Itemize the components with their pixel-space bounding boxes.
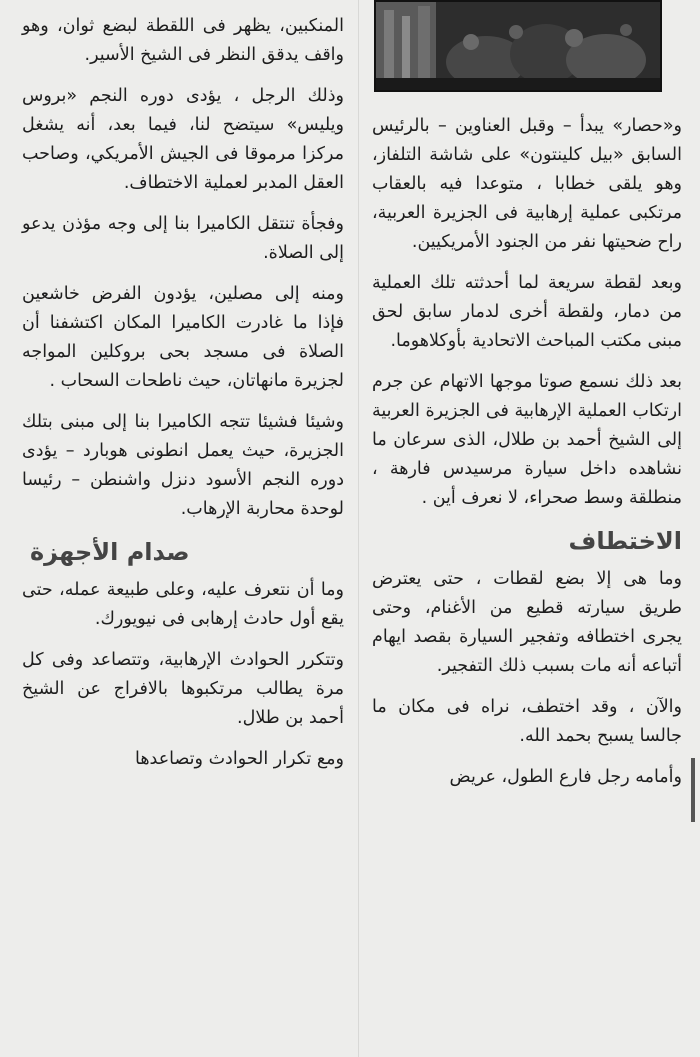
right-paragraph-4: وما هى إلا بضع لقطات ، حتى يعترض طريق سيارته قطيع من الأغنام، وحتى يجرى اختطافه وتفجير السيارة بقصد ايهام أتباعه أنه مات بسبب ذلك التفجير. (372, 569, 682, 676)
left-column (22, 12, 344, 786)
film-still-photo (374, 0, 662, 92)
left-paragraph-8: ومع تكرار الحوادث وتصاعدها (134, 749, 344, 769)
column-divider (358, 0, 359, 1057)
section-heading-kidnapping: الاختطاف (568, 527, 682, 555)
margin-marker-bar (691, 758, 695, 822)
left-paragraph-4: ومنه إلى مصلين، يؤدون الفرض خاشعين فإذا ما غادرت الكاميرا المكان اكتشفنا أن الصلاة فى مسجد بحى بروكلين المواجه لجزيرة مانهاتان، حيث ناطحات السحاب . (22, 284, 344, 391)
left-paragraph-1: المنكبين، يظهر فى اللقطة لبضع ثوان، وهو واقف يدقق النظر فى الشيخ الأسير. (22, 16, 344, 65)
left-paragraph-2: وذلك الرجل ، يؤدى دوره النجم «بروس ويليس» سيتضح لنا، فيما بعد، أنه يشغل مركزا مرموقا فى الجيش الأمريكي، وصاحب العقل المدبر لعملية الاختطاف. (22, 86, 344, 193)
left-paragraph-6: وما أن نتعرف عليه، وعلى طبيعة عمله، حتى يقع أول حادث إرهابى فى نيويورك. (22, 580, 344, 629)
section-heading-devices-clash: صدام الأجهزة (30, 538, 190, 566)
right-paragraph-2: وبعد لقطة سريعة لما أحدثته تلك العملية من دمار، ولقطة أخرى لدمار سابق لحق مبنى مكتب المباحث الاتحادية بأوكلاهوما. (372, 273, 682, 351)
right-paragraph-6: وأمامه رجل فارع الطول، عريض (449, 767, 682, 787)
right-paragraph-3: بعد ذلك نسمع صوتا موجها الاتهام عن جرم ارتكاب العملية الإرهابية فى الجزيرة العربية إلى الشيخ أحمد بن طلال، الذى سرعان ما نشاهده داخل سيارة مرسيدس فارهة ، منطلقة وسط صحراء، لا نعرف أين . (372, 372, 682, 508)
right-column (372, 112, 682, 804)
left-paragraph-7: وتتكرر الحوادث الإرهابية، وتتصاعد وفى كل مرة يطالب مرتكبوها بالافراج عن الشيخ أحمد بن طلال. (22, 650, 344, 728)
left-paragraph-5: وشيئا فشيئا تتجه الكاميرا بنا إلى مبنى بتلك الجزيرة، حيث يعمل انطونى هوبارد – يؤدى دوره النجم الأسود دنزل واشنطن – رئيسا لوحدة محاربة الإرهاب. (22, 412, 344, 519)
right-paragraph-5: والآن ، وقد اختطف، نراه فى مكان ما جالسا يسبح بحمد الله. (372, 697, 682, 746)
right-paragraph-1: و«حصار» يبدأ – وقبل العناوين – بالرئيس السابق «بيل كلينتون» على شاشة التلفاز، وهو يلقى خطابا ، متوعدا فيه بالعقاب مرتكبى عملية إرهابية فى الجزيرة العربية، راح ضحيتها نفر من الجنود الأمريكيين. (372, 116, 682, 252)
photo-image (376, 2, 660, 90)
left-paragraph-3: وفجأة تنتقل الكاميرا بنا إلى وجه مؤذن يدعو إلى الصلاة. (22, 214, 344, 263)
